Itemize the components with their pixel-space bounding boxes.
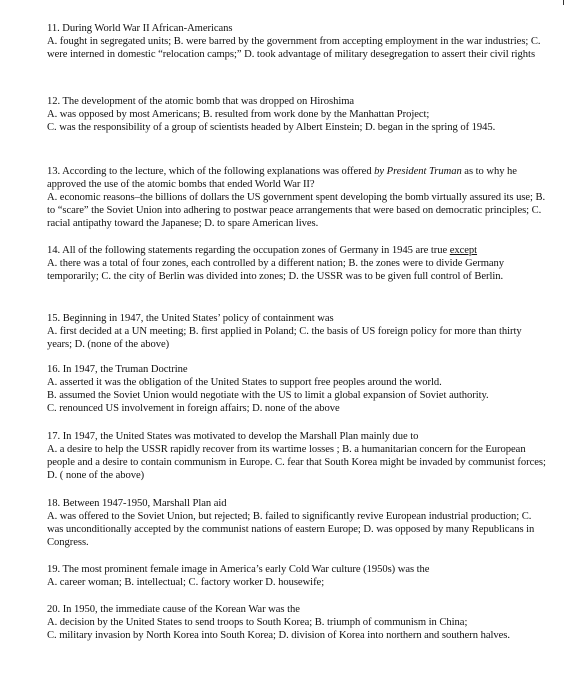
answer-choices: A. fought in segregated units; B. were barred by the government from accepting employment in the war industries; C. were interned in domestic “relocation camps;” D. took advantage of military desegregation to assert their civil rights — [47, 35, 541, 60]
answer-choices: A. decision by the United States to send troops to South Korea; B. triumph of communism in China; C. military invasion by North Korea into South Korea; D. division of Korea into northern and southern halves. — [47, 616, 510, 641]
stem-underlined: except — [449, 245, 478, 256]
question-stem: 12. The development of the atomic bomb that was dropped on Hiroshima — [47, 96, 355, 107]
question-18 — [47, 498, 547, 550]
answer-choices: A. a desire to help the USSR rapidly recover from its wartime losses ; B. a humanitarian concern for the European people and a desire to contain communism in Europe. C. fear that South Korea might be invaded by communist forces; D. ( none of the above) — [47, 443, 546, 481]
question-19 — [47, 564, 547, 590]
question-stem: 20. In 1950, the immediate cause of the Korean War was the — [47, 604, 300, 615]
answer-choices: A. career woman; B. intellectual; C. factory worker D. housewife; — [47, 576, 325, 588]
question-20 — [47, 604, 547, 643]
answer-choices: A. first decided at a UN meeting; B. first applied in Poland; C. the basis of US foreign policy for more than thirty years; D. (none of the above) — [47, 325, 522, 350]
answer-choices: A. was opposed by most Americans; B. resulted from work done by the Manhattan Project; C. was the responsibility of a group of scientists headed by Albert Einstein; D. began in the spring of 1945. — [47, 108, 496, 133]
answer-choices: A. economic reasons–the billions of dollars the US government spent developing the bomb virtually assured its use; B. to “scare” the Soviet Union into adhering to postwar peace arrangements that were based on democratic principles; C. racial antipathy toward the Japanese; D. to spare American lives. — [47, 191, 546, 229]
answer-choices: A. was offered to the Soviet Union, but rejected; B. failed to significantly revive European industrial production; C. was unconditionally accepted by the communist nations of eastern Europe; D. was opposed by many Republicans in Congress. — [47, 510, 535, 548]
stem-text: 13. According to the lecture, which of the following explanations was offered — [47, 166, 375, 177]
stem-emphasis: by President Truman — [374, 166, 462, 177]
question-stem: 17. In 1947, the United States was motivated to develop the Marshall Plan mainly due to — [47, 431, 419, 442]
page-edge-mark — [563, 0, 564, 5]
question-16 — [47, 364, 547, 416]
question-stem: 19. The most prominent female image in America’s early Cold War culture (1950s) was the — [47, 564, 430, 575]
answer-choices: A. asserted it was the obligation of the United States to support free peoples around the world. B. assumed the Soviet Union would negotiate with the US to limit a global expansion of Soviet authority. C. renounced US involvement in foreign affairs; D. none of the above — [47, 376, 489, 414]
question-stem — [47, 245, 547, 258]
question-15 — [47, 313, 547, 352]
answer-choices: A. there was a total of four zones, each controlled by a different nation; B. the zones were to divide Germany temporarily; C. the city of Berlin was divided into zones; D. the USSR was to be given full control of Berlin. — [47, 257, 505, 282]
question-13 — [47, 166, 547, 231]
stem-text-end: as to why he approved the use of the atomic bombs that ended World War II? — [47, 166, 517, 190]
question-stem — [47, 166, 547, 192]
question-stem: 16. In 1947, the Truman Doctrine — [47, 364, 188, 375]
question-stem: 18. Between 1947-1950, Marshall Plan aid — [47, 498, 227, 509]
question-11 — [47, 23, 547, 62]
question-14 — [47, 245, 547, 284]
question-stem: 15. Beginning in 1947, the United States’ policy of containment was — [47, 313, 334, 324]
question-stem: 11. During World War II African-Americans — [47, 23, 233, 34]
question-12 — [47, 96, 547, 135]
question-17 — [47, 431, 547, 483]
stem-text: 14. All of the following statements regarding the occupation zones of Germany in 1945 are true — [47, 245, 450, 256]
